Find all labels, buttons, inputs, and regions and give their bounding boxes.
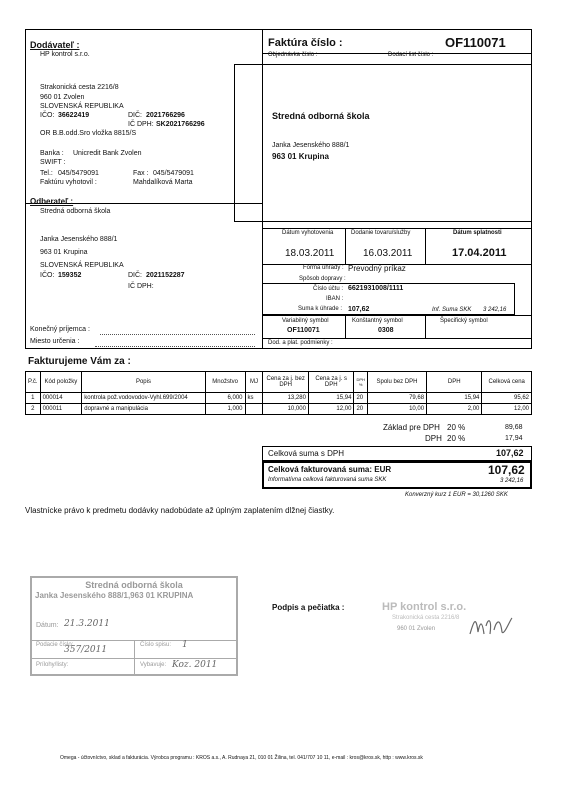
payment-method: Prevodný príkaz <box>348 264 406 273</box>
cell-unit <box>245 404 263 415</box>
vat-rate: 20 % <box>447 434 466 443</box>
footer-credit: Omega - účtovníctvo, sklad a fakturácia. Výrobca programu : KROS a.s., A. Rudnaya 21, 010 01 Žilina, tel. 041/707 10 11, e-mail : kros@kros.sk, http : www.kros.sk <box>60 755 423 761</box>
cell-total-net: 10,00 <box>367 404 426 415</box>
supplier-street: Strakonická cesta 2216/8 <box>40 84 119 91</box>
stamp-date-handwritten: 21.3.2011 <box>64 619 110 629</box>
supplier-ico: 36622419 <box>58 112 90 119</box>
final-recipient-line <box>100 334 255 335</box>
stamp-line-2: Janka Jesenského 888/1,963 01 KRUPINA <box>35 591 194 600</box>
buyer-country: SLOVENSKÁ REPUBLIKA <box>40 262 124 269</box>
supplier-bank: Unicredit Bank Zvolen <box>73 150 142 157</box>
stamp-date-label: Dátum: <box>36 622 59 629</box>
signature-label: Podpis a pečiatka : <box>272 603 345 612</box>
stamp-rule-2 <box>32 658 236 659</box>
invoice-title-label: Faktúra číslo : <box>268 37 343 49</box>
buyer-ico: 159352 <box>58 272 82 279</box>
skk-amount: 3 242,16 <box>483 307 507 313</box>
destination-label: Miesto určenia : <box>30 338 80 345</box>
supplier-fax: 045/5479091 <box>153 170 194 177</box>
supplier-icdph: SK2021766296 <box>156 121 205 128</box>
stamp-line-1: Stredná odborná škola <box>85 580 183 590</box>
supplier-city: 960 01 Zvolen <box>40 94 85 101</box>
supplier-tel: 045/5479091 <box>58 170 99 177</box>
grand-total-label: Celková fakturovaná suma: EUR <box>268 465 392 474</box>
items-table <box>25 371 532 415</box>
dates-top-rule <box>262 228 532 229</box>
cell-unit: ks <box>245 393 263 404</box>
col-header-unit: MJ <box>245 372 263 393</box>
vat-base-rate: 20 % <box>447 423 466 432</box>
buyer-dic-label: DIČ: <box>128 272 142 279</box>
signature-stamp-city: 960 01 Zvolen <box>397 626 436 632</box>
total-with-vat: 107,62 <box>496 448 524 458</box>
stamp-handler-handwritten: Koz. 2011 <box>172 660 218 670</box>
supplier-country: SLOVENSKÁ REPUBLIKA <box>40 103 124 110</box>
stamp-copies-handwritten: 1 <box>182 640 188 650</box>
account-number: 6621931008/1111 <box>348 285 404 292</box>
col-header-total-net: Spolu bez DPH <box>367 372 426 393</box>
supplier-heading: Dodávateľ : <box>30 40 80 50</box>
cell-code: 000014 <box>40 393 82 404</box>
skk-amount-label: Inf. Suma SKK <box>432 307 472 313</box>
account-label: Číslo účtu : <box>313 286 344 292</box>
buyer-city: 963 01 Krupina <box>40 249 88 256</box>
buyer-heading: Odberateľ : <box>30 197 74 206</box>
cell-vat-rate: 20 <box>354 393 367 404</box>
destination-line <box>95 346 255 347</box>
stamp-filing-label: Podacie číslo: <box>36 642 74 648</box>
supplier-issuer-label: Faktúru vyhotovil : <box>40 179 97 186</box>
terms-label: Dod. a plat. podmienky : <box>268 340 333 346</box>
col-header-vat: DPH <box>427 372 482 393</box>
col-header-code: Kód položky <box>40 372 82 393</box>
issue-date: 18.03.2011 <box>285 248 335 259</box>
col-header-description: Popis <box>82 372 205 393</box>
col-header-unit-price-net: Cena za j. bez DPH <box>263 372 309 393</box>
supplier-dic-label: DIČ: <box>128 112 142 119</box>
invoice-number: OF110071 <box>445 35 506 50</box>
issue-date-label: Dátum vyhotovenia <box>282 230 334 236</box>
grand-total-skk-label: Informatívna celková fakturovaná suma SKK <box>268 477 387 483</box>
cell-unit-price-net: 13,280 <box>263 393 309 404</box>
grand-total-skk: 3 242,16 <box>500 478 524 484</box>
supply-date: 16.03.2011 <box>363 248 413 259</box>
supplier-dic: 2021766296 <box>146 112 185 119</box>
buyer-ico-label: IČO: <box>40 272 55 279</box>
stamp-filing-handwritten: 357/2011 <box>64 645 108 655</box>
vat-label: DPH <box>425 434 442 443</box>
col-header-quantity: Množstvo <box>205 372 245 393</box>
conversion-rate: Konverzný kurz 1 EUR = 30,1260 SKK <box>405 492 508 498</box>
col-header-number: P.č. <box>26 372 41 393</box>
cell-total-net: 79,68 <box>367 393 426 404</box>
iban-label: IBAN : <box>326 296 344 302</box>
constant-symbol: 0308 <box>378 327 394 334</box>
items-header-row <box>26 372 532 393</box>
amount-due: 107,62 <box>348 306 370 313</box>
cell-vat-rate: 20 <box>354 404 367 415</box>
transport-label: Spôsob dopravy : <box>299 276 346 282</box>
supplier-bank-label: Banka : <box>40 150 64 157</box>
due-date: 17.04.2011 <box>452 247 507 259</box>
cell-unit-price-gross: 12,00 <box>308 404 353 415</box>
cell-total: 95,62 <box>482 393 532 404</box>
total-with-vat-label: Celková suma s DPH <box>268 449 345 458</box>
signature-stamp-name: HP kontrol s.r.o. <box>382 601 467 613</box>
cell-quantity: 6,000 <box>205 393 245 404</box>
table-row <box>26 393 532 404</box>
cell-vat: 15,94 <box>427 393 482 404</box>
supplier-name: HP kontrol s.r.o. <box>40 51 90 58</box>
payment-method-label: Forma úhrady : <box>303 265 344 271</box>
vat-base-amount: 89,68 <box>505 424 523 431</box>
supplier-tel-label: Tel.: <box>40 170 53 177</box>
symbols-divider-1 <box>345 315 346 338</box>
constant-symbol-label: Konštantný symbol <box>352 318 403 324</box>
terms-rule <box>262 338 532 339</box>
stamp-divider <box>134 640 135 674</box>
vat-amount: 17,94 <box>505 435 523 442</box>
supplier-icdph-label: IČ DPH: <box>128 121 154 128</box>
cell-vat: 2,00 <box>427 404 482 415</box>
cell-number: 2 <box>26 404 41 415</box>
cell-unit-price-net: 10,000 <box>263 404 309 415</box>
signature-stamp-street: Strakonická cesta 2216/8 <box>392 615 460 621</box>
symbols-rule <box>262 315 532 316</box>
supplier-fax-label: Fax : <box>133 170 149 177</box>
cell-code: 000011 <box>40 404 82 415</box>
col-header-unit-price-gross: Cena za j. s DPH <box>308 372 353 393</box>
supplier-register: OR B.B.odd.Sro vložka 8815/S <box>40 130 137 137</box>
amount-due-label: Suma k úhrade : <box>298 306 343 312</box>
cell-number: 1 <box>26 393 41 404</box>
recipient-street: Janka Jesenského 888/1 <box>272 142 350 149</box>
received-stamp <box>30 576 238 676</box>
cell-description: dopravné a manipulácia <box>82 404 205 415</box>
ownership-note: Vlastnícke právo k predmetu dodávky nadobúdate až úplným zaplatením dlžnej čiastky. <box>25 506 335 515</box>
cell-description: kontrola pož.vodovodov-Vyhl.699/2004 <box>82 393 205 404</box>
stamp-copies-label: Číslo spisu: <box>140 642 172 648</box>
order-number-label: Objednávka číslo : <box>268 52 318 58</box>
buyer-dic: 2021152287 <box>146 272 185 279</box>
dates-divider-1 <box>345 228 346 264</box>
col-header-total: Celková cena <box>482 372 532 393</box>
recipient-city: 963 01 Krupina <box>272 152 329 161</box>
cell-unit-price-gross: 15,94 <box>308 393 353 404</box>
final-recipient-label: Konečný príjemca : <box>30 326 90 333</box>
items-heading: Fakturujeme Vám za : <box>28 356 131 367</box>
supplier-ico-label: IČO: <box>40 112 55 119</box>
symbols-divider-2 <box>425 315 426 338</box>
grand-total: 107,62 <box>488 463 525 477</box>
signature-scribble-icon <box>466 612 516 640</box>
vat-base-label: Základ pre DPH <box>383 423 440 432</box>
specific-symbol-label: Špecifický symbol <box>440 318 488 324</box>
dates-divider-2 <box>425 228 426 264</box>
buyer-name: Stredná odborná škola <box>40 208 111 215</box>
variable-symbol-label: Variabilný symbol <box>282 318 329 324</box>
stamp-handled-label: Prílohy/listy: <box>36 662 69 668</box>
buyer-street: Janka Jesenského 888/1 <box>40 236 118 243</box>
stamp-handler-label: Vybavuje: <box>140 662 167 668</box>
supplier-issuer: Mahdalíková Marta <box>133 179 193 186</box>
delivery-note-label: Dodací list číslo : <box>388 52 434 58</box>
table-row <box>26 404 532 415</box>
col-header-vat-rate: DPH % <box>354 372 367 393</box>
buyer-icdph-label: IČ DPH: <box>128 283 154 290</box>
cell-quantity: 1,000 <box>205 404 245 415</box>
variable-symbol: OF110071 <box>287 327 320 334</box>
supplier-swift-label: SWIFT : <box>40 159 66 166</box>
cell-total: 12,00 <box>482 404 532 415</box>
due-date-label: Dátum splatnosti <box>453 230 502 236</box>
supply-date-label: Dodanie tovaru/služby <box>351 230 411 236</box>
recipient-name: Stredná odborná škola <box>272 111 370 121</box>
